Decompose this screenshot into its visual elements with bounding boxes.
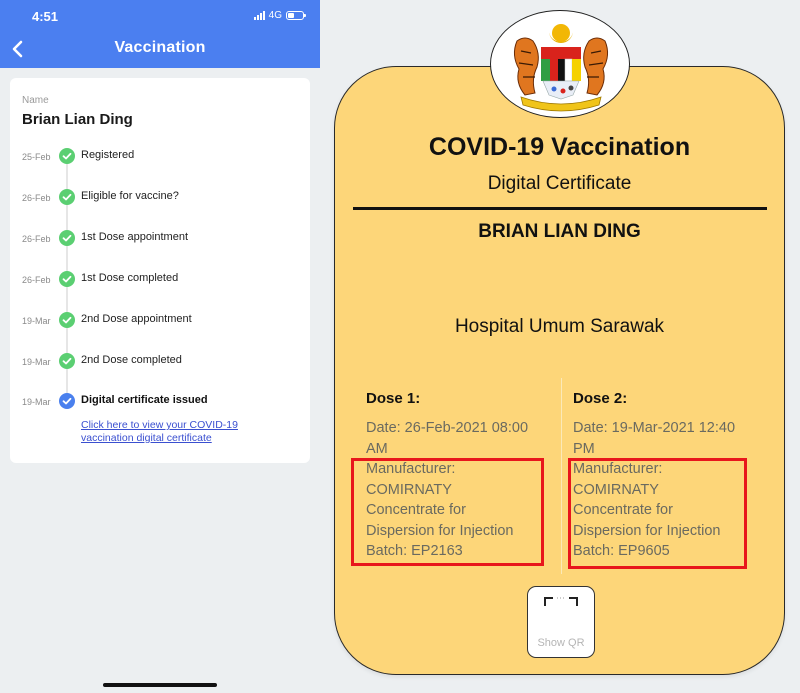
dose-1-manufacturer-highlight [351,458,544,566]
timeline-label: Digital certificate issued [81,394,208,406]
network-type: 4G [268,10,282,21]
check-circle-icon [59,393,75,409]
coat-of-arms-emblem [490,10,630,118]
manufacturer-name: COMIRNATY [366,481,452,498]
timeline-date: 26-Feb [22,193,51,203]
timeline-item-registered [10,147,310,167]
vaccination-facility: Hospital Umum Sarawak [454,316,665,337]
timeline-date: 26-Feb [22,234,51,244]
status-time: 4:51 [32,9,59,24]
show-qr-label: Show QR [537,637,585,649]
check-circle-icon [59,271,75,287]
dose-column-divider [561,378,562,574]
check-circle-icon [59,312,75,328]
manufacturer-name: COMIRNATY [573,481,659,498]
timeline-date: 19-Mar [22,316,51,326]
timeline-date: 19-Mar [22,397,51,407]
dose-title: Dose 2: [573,390,628,407]
manufacturer-desc: Concentrate for [366,502,466,518]
app-header [0,0,320,68]
timeline-label: Registered [81,149,135,161]
dose-title: Dose 1: [366,390,421,407]
timeline-label: 1st Dose appointment [81,231,189,243]
timeline-label: Eligible for vaccine? [81,190,179,202]
manufacturer-label: Manufacturer: [366,461,456,477]
timeline-item-dose2-completed [10,352,310,372]
certificate-subtitle: Digital Certificate [487,173,632,194]
check-circle-icon [59,189,75,205]
timeline-label: 2nd Dose appointment [81,313,192,325]
manufacturer-desc: Dispersion for Injection [573,522,721,539]
timeline-date: 26-Feb [22,275,51,285]
manufacturer-desc: Dispersion for Injection [366,522,514,539]
dose-date-suffix: AM [366,440,388,457]
view-certificate-link[interactable]: Click here to view your COVID-19 vaccination digital certificate [81,419,238,444]
batch-number: Batch: EP9605 [573,543,670,559]
qr-code-icon [544,597,578,607]
title-divider [353,207,767,210]
check-circle-icon [59,230,75,246]
manufacturer-desc: Concentrate for [573,502,673,518]
check-circle-icon [59,353,75,369]
dose-date: Date: 19-Mar-2021 12:40 [573,420,736,436]
batch-number: Batch: EP2163 [366,543,463,559]
vaccination-status-card [10,78,310,463]
timeline-item-certificate-issued [10,392,310,412]
timeline-item-dose1-appointment [10,229,310,249]
signal-bars-icon [254,11,265,20]
dose-date: Date: 26-Feb-2021 08:00 [366,420,529,436]
certificate-holder-name: BRIAN LIAN DING [478,221,641,242]
battery-icon [286,11,304,20]
dose-date-suffix: PM [573,440,595,457]
timeline-label: 1st Dose completed [81,272,179,284]
timeline-label: 2nd Dose completed [81,354,182,366]
status-indicators [254,10,304,21]
timeline-date: 19-Mar [22,357,51,367]
timeline-date: 25-Feb [22,152,51,162]
timeline-item-dose1-completed [10,270,310,290]
page-title: Vaccination [114,39,206,56]
coat-of-arms-icon [491,11,630,118]
manufacturer-label: Manufacturer: [573,461,663,477]
timeline-item-dose2-appointment [10,311,310,331]
certificate-title: COVID-19 Vaccination [428,133,691,161]
name-label: Name [22,95,49,106]
name-value: Brian Lian Ding [22,111,133,128]
check-circle-icon [59,148,75,164]
home-indicator[interactable] [103,683,217,687]
show-qr-button[interactable] [527,586,595,658]
timeline-item-eligible [10,188,310,208]
dose-2-manufacturer-highlight [568,458,747,569]
vaccination-app-screen [0,0,320,693]
